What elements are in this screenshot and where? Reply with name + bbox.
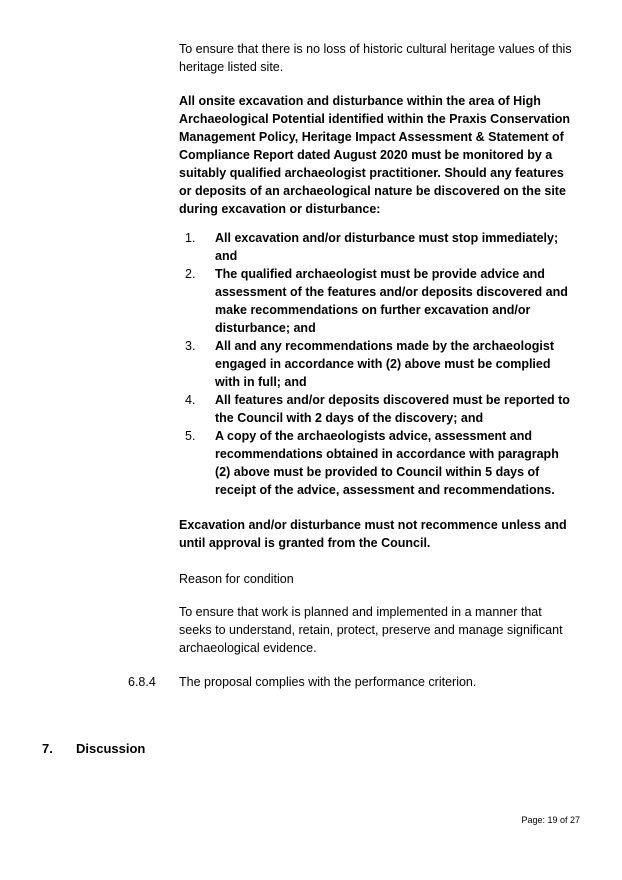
section-title: Discussion	[76, 741, 146, 756]
clause-text: The proposal complies with the performance criterion.	[179, 675, 477, 689]
reason-heading: Reason for condition	[179, 572, 294, 586]
list-item-text: A copy of the archaeologists advice, assessment and recommendations obtained in accordance with paragraph (2) above must be provided to Council within 5 days of receipt of the advice, assessment and recommendations.	[215, 429, 559, 497]
section-number: 7.	[42, 741, 53, 756]
list-item	[179, 265, 574, 337]
intro-paragraph: To ensure that there is no loss of historic cultural heritage values of this heritage listed site.	[179, 42, 572, 74]
page-number-footer: Page: 19 of 27	[521, 815, 580, 825]
list-item-text: The qualified archaeologist must be provide advice and assessment of the features and/or deposits discovered and make recommendations on further excavation and/or disturbance; and	[215, 267, 568, 335]
list-item	[179, 229, 574, 265]
recommence-paragraph: Excavation and/or disturbance must not recommence unless and until approval is granted from the Council.	[179, 518, 567, 550]
list-item-number: 4.	[185, 393, 196, 407]
list-item-number: 2.	[185, 267, 196, 281]
clause-number: 6.8.4	[128, 675, 156, 689]
list-item-text: All excavation and/or disturbance must stop immediately; and	[215, 231, 559, 263]
list-item-number: 5.	[185, 429, 196, 443]
list-item	[179, 427, 574, 499]
condition-paragraph: All onsite excavation and disturbance within the area of High Archaeological Potential identified within the Praxis Conservation Management Policy, Heritage Impact Assessment & Statement of Compliance Report dated August 2020 must be monitored by a suitably qualified archaeologist practitioner. Should any features or deposits of an archaeological nature be discovered on the site during excavation or disturbance:	[179, 94, 571, 216]
list-item-text: All features and/or deposits discovered must be reported to the Council with 2 days of the discovery; and	[215, 393, 570, 425]
list-item	[179, 337, 574, 391]
reason-paragraph: To ensure that work is planned and implemented in a manner that seeks to understand, retain, protect, preserve and manage significant archaeological evidence.	[179, 605, 563, 655]
list-item-number: 3.	[185, 339, 196, 353]
list-item-text: All and any recommendations made by the archaeologist engaged in accordance with (2) above must be complied with in full; and	[215, 339, 554, 389]
list-item-number: 1.	[185, 231, 196, 245]
condition-list	[179, 229, 574, 499]
list-item	[179, 391, 574, 427]
